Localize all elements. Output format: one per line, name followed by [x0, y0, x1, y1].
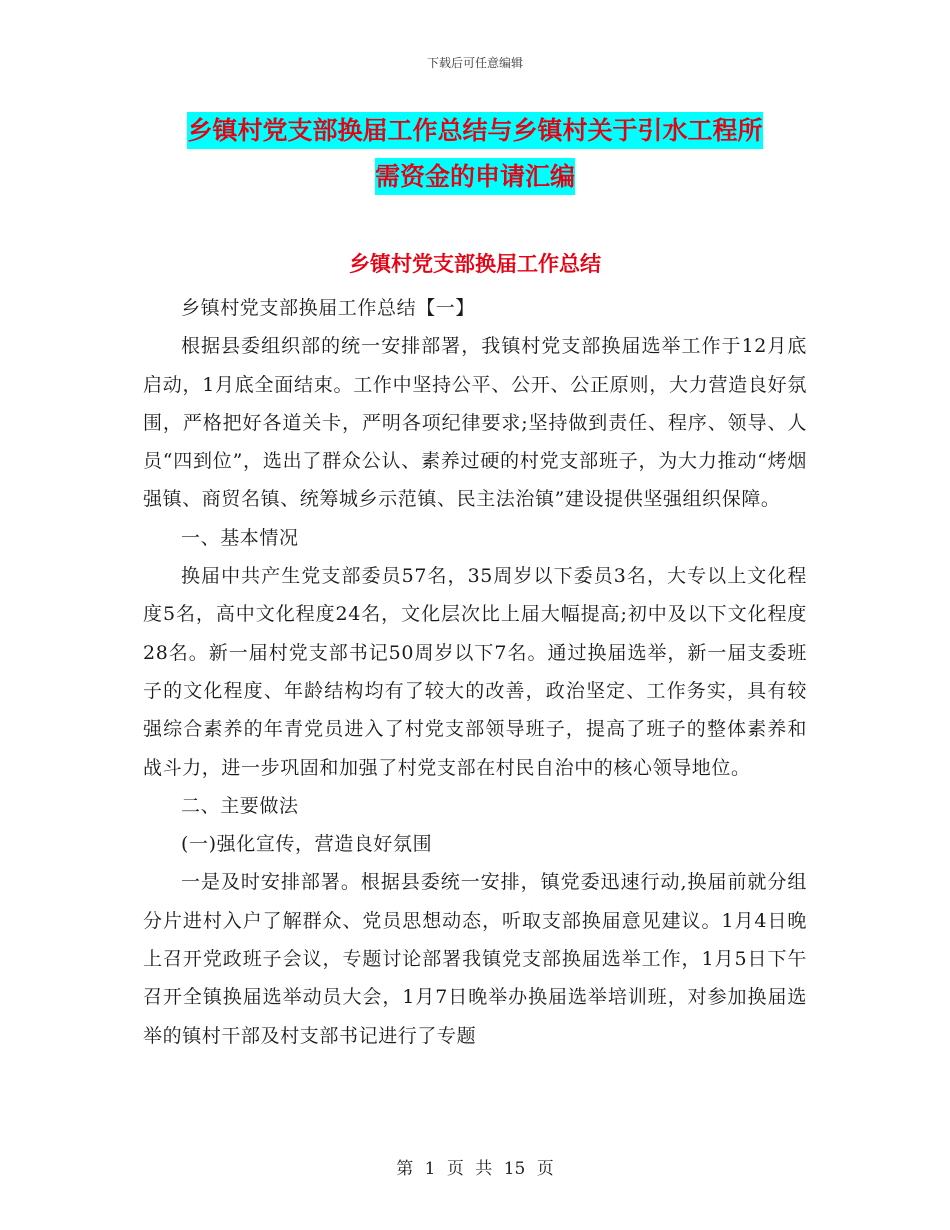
paragraph-basic-situation: 换届中共产生党支部委员57名，35周岁以下委员3名，大专以上文化程度5名，高中文化程度24名，文化层次比上届大幅提高;初中及以下文化程度28名。新一届村党支部书记50周岁以下7名。通过换届选举，新一届支委班子的文化程度、年龄结构均有了较大的改善，政治坚定、工作务实，具有较强综合素养的年青党员进入了村党支部领导班子，提高了班子的整体素养和战斗力，进一步巩固和加强了村党支部在村民自治中的核心领导地位。	[143, 565, 807, 779]
header-note: 下载后可任意编辑	[426, 56, 523, 70]
document-body	[143, 289, 807, 1055]
title-line-1: 乡镇村党支部换届工作总结与乡镇村关于引水工程所	[187, 112, 762, 149]
paragraph-intro: 根据县委组织部的统一安排部署，我镇村党支部换届选举工作于12月底启动，1月底全面结束。工作中坚持公平、公开、公正原则，大力营造良好氛围，严格把好各道关卡，严明各项纪律要求;坚持做到责任、程序、领导、人员“四到位”，选出了群众公认、素养过硬的村党支部班子，为大力推动“烤烟强镇、商贸名镇、统筹城乡示范镇、民主法治镇”建设提供坚强组织保障。	[143, 335, 807, 511]
subheading-publicity: (一)强化宣传，营造良好氛围	[181, 833, 433, 856]
paragraph-arrangement: 一是及时安排部署。根据县委统一安排，镇党委迅速行动,换届前就分组分片进村入户了解群众、党员思想动态，听取支部换届意见建议。1月4日晚上召开党政班子会议，专题讨论部署我镇党支部换届选举工作，1月5日下午召开全镇换届选举动员大会，1月7日晚举办换届选举培训班，对参加换届选举的镇村干部及村支部书记进行了专题	[143, 871, 807, 1047]
document-title	[0, 108, 950, 200]
title-line-2: 需资金的申请汇编	[375, 158, 575, 195]
section-title: 乡镇村党支部换届工作总结	[349, 252, 601, 276]
page-footer: 第 1 页 共 15 页	[396, 1159, 554, 1179]
heading-main-practices: 二、主要做法	[181, 794, 299, 817]
paragraph-subtitle: 乡镇村党支部换届工作总结【一】	[181, 297, 476, 319]
heading-basic-situation: 一、基本情况	[181, 526, 299, 549]
